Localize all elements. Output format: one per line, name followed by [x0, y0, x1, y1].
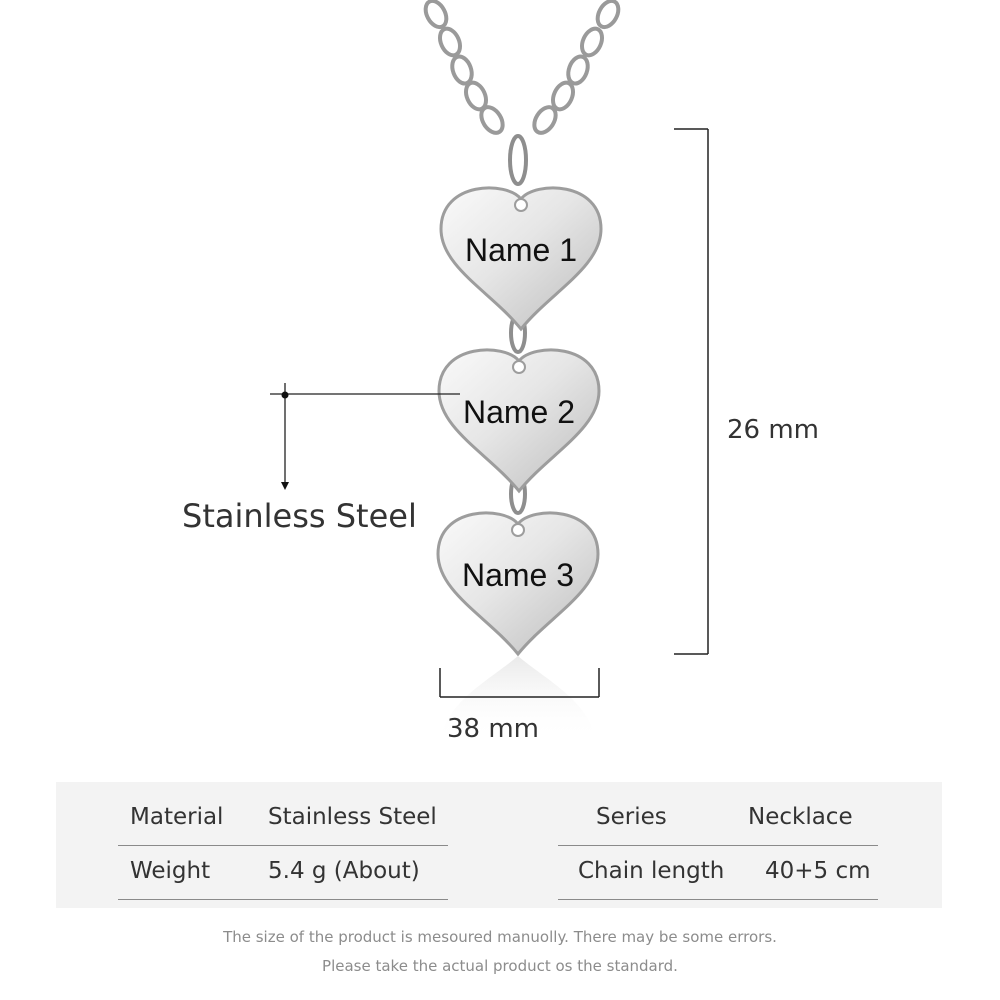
callout-arrow — [281, 482, 289, 490]
spec-table — [56, 782, 942, 908]
engraving-text: Name 1 — [464, 232, 578, 268]
height-dimension-line — [674, 129, 708, 654]
spec-row-material — [118, 792, 448, 846]
spec-value: 40+5 cm — [765, 858, 871, 884]
material-callout-label: Stainless Steel — [182, 497, 417, 535]
chain — [421, 0, 622, 137]
height-label: 26 mm — [727, 415, 820, 445]
spec-column-right — [558, 792, 878, 900]
spec-row-series — [558, 792, 878, 846]
spec-key: Weight — [130, 858, 211, 884]
bail-ring — [510, 136, 526, 184]
spec-key: Chain length — [578, 858, 725, 884]
callout-dot — [282, 392, 289, 399]
engraving-text: Name 2 — [462, 394, 576, 430]
spec-value: Necklace — [748, 804, 853, 830]
disclaimer-line-1: The size of the product is mesoured manuolly. There may be some errors. — [223, 928, 777, 946]
spec-key: Material — [130, 804, 224, 830]
material-callout-line — [270, 383, 460, 486]
spec-value: Stainless Steel — [268, 804, 437, 830]
spec-column-left — [118, 792, 448, 900]
engraving-text: Name 3 — [461, 557, 575, 593]
width-label: 38 mm — [447, 714, 540, 744]
spec-row-chain-length — [558, 846, 878, 900]
spec-row-weight — [118, 846, 448, 900]
disclaimer-line-2: Please take the actual product os the standard. — [322, 957, 678, 975]
spec-value: 5.4 g (About) — [268, 858, 420, 884]
spec-key: Series — [596, 804, 667, 830]
